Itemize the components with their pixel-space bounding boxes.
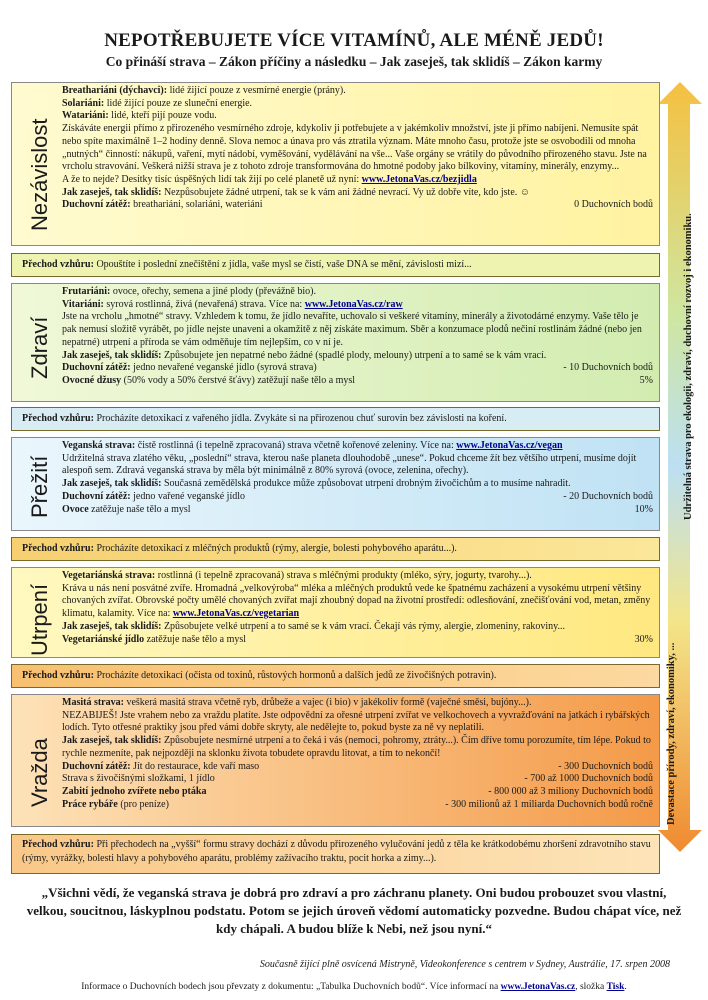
arrow-down-text: Devastace přírody, zdraví, ekonomiky, ... xyxy=(666,642,677,825)
section-content: Frutariáni: ovoce, ořechy, semena a jiné plody (převážně bio). Vitariáni: syrová rostlinná, živá (nevařená) strava. Více na: www.JetonaVas.cz/raw Jste na vrcholu „hmotné“ stravy. Vzhledem k tomu, že jídlo nevaříte, uchovalo si veškeré vitamíny, minerály a životodárné enzymy. Vaše tělo je pak nemusí složitě vyrábět, po jídle nejste unaveni a okamžitě z něj získáte maximum. Sběr a konzumace plodů nečiní rostlinám žádné (nebo jen nepatrné) utrpení a příroda se vám odměňuje tím nejlepším, co v ní je. Jak zaseješ, tak sklidíš: Způsobujete jen nepatrné nebo žádné (spadlé plody, melouny) utrpení a to samé se k vám vrací. Duchovní zátěž: jedno nevařené veganské jídlo (syrová strava) - 10 Duchovních bodů Ovocné džusy (50% vody a 50% čerstvé šťávy) zatěžují naše tělo a mysl 5% xyxy=(62,286,653,386)
section-zdravi xyxy=(11,283,660,402)
section-nezavislost xyxy=(11,82,660,246)
bezjidla-link[interactable]: www.JetonaVas.cz/bezjidla xyxy=(361,173,477,185)
quote-source: Současně žijící plně osvícená Mistryně, Videokonference s centrem v Sydney, Austrálie, 17. srpen 2008 xyxy=(259,959,670,970)
vegan-link[interactable]: www.JetonaVas.cz/vegan xyxy=(456,440,563,451)
section-label: Utrpení xyxy=(27,583,52,656)
section-content: Veganská strava: čistě rostlinná (i tepelně zpracovaná) strava včetně kořenové zeleniny. Více na: www.JetonaVas.cz/vegan Udržitelná strava zlatého věku, „poslední“ strava, kterou naše planeta dlouhodobě „unese“. Pokud chceme žít bez většího utrpení, musíme dojít alespoň sem. Zdravá veganská strava by měla být minimálně z 80% syrová (ovoce, zelenina, ořechy). Jak zaseješ, tak sklidíš: Současná zemědělská produkce může způsobovat utrpení drobným živočichům a to musíme nahradit. Duchovní zátěž: jedno vařené veganské jídlo - 20 Duchovních bodů Ovoce zatěžuje naše tělo a mysl 10% xyxy=(62,440,653,515)
section-label: Zdraví xyxy=(27,316,52,379)
quote: „Všichni vědí, že veganská strava je dobrá pro zdraví a pro záchranu planety. Oni budou probouzet svou vlastní, velkou, soucitnou, láskyplnou podstatu. Potom se jejich úroveň vědomí automaticky pozvedne. Budou chápat více, než kdy chápali. A budou blíže k Nebi, než jsou nyní.“ xyxy=(26,885,682,936)
section-preziti xyxy=(11,437,660,531)
section-vrazda xyxy=(11,694,660,827)
section-content: Vegetariánská strava: rostlinná (i tepelně zpracovaná) strava s mléčnými produkty (mléko, sýry, jogurty, tvarohy...). Kráva u nás není posvátné zvíře. Hromadná „velkovýroba“ mléka a mléčných produktů vede ke špatnému zacházení a vysokému utrpení většiny chovaných zvířat. Obrovské počty umělé chovaných zvířat mají zhoubný dopad na životní prostředí: odlesňování, znečišťování vod, metan, změny klimatu, kalamity. Více na: www.JetonaVas.cz/vegetarian Jak zaseješ, tak sklidíš: Způsobujete velké utrpení a to samé se k vám vrací. Čekají vás rýmy, alergie, zlomeniny, rakoviny... Vegetariánské jídlo zatěžuje naše tělo a mysl 30% xyxy=(62,570,653,645)
section-content: Breathariáni (dýchavci): lidé žijící pouze z vesmírné energie (prány). Solariáni: lidé žijící pouze ze sluneční energie. Watariáni: lidé, kteří pijí pouze vodu. Získáváte energii přímo z přirozeného vesmírného zdroje, kdykoliv ji potřebujete a v jakémkoliv množství, jste ji přímo nabíjeni. Nemusíte spát nebo spíte maximálně 1–2 hodiny denně. Slova nemoc a únava pro vás ztratila význam. Máte mnoho času, protože jste se osvobodili od mnoha „nutných“ činností: nákupů, vaření, mytí nádobí, vyměšování, vydělávání na vše... Vaše orgány se vrátily do původního přirozeného stavu. Jste na vrcholu stravování. Veškerá nižší strava je z tohoto zdroje transformována do hmotné podoby jako bílkoviny, vitamíny, minerály, enzymy... A že to nejde? Desítky tisíc úspěšných lidí tak žijí po celé planetě už nyní: www.JetonaVas.cz/bezjidla Jak zaseješ, tak sklidíš: Nezpůsobujete žádné utrpení, tak se k vám ani žádné nevrací. Vy už dobře víte, kdo jste. ☺ Duchovní zátěž: breathariáni, solariáni, wateriáni 0 Duchovních bodů xyxy=(62,85,653,211)
raw-link[interactable]: www.JetonaVas.cz/raw xyxy=(304,298,403,310)
section-utrpeni xyxy=(11,567,660,658)
side-arrow xyxy=(658,82,702,852)
transition-5: Přechod vzhůru: Při přechodech na „vyšší“ formu stravy dochází z důvodu přirozeného vylučování jedů z těla ke krátkodobému zhoršení zdravotního stavu (rýmy, vyrážky, bolesti hlavy a pohybového aparátu, problémy zažívacího traktu, pocit horka a zimy...). xyxy=(11,834,660,874)
section-content: Masitá strava: veškerá masitá strava včetně ryb, drůbeže a vajec (i bio) v jakékoliv formě (vaječné směsi, bujóny...). NEZABIJEŠ! Jste vrahem nebo za vraždu platíte. Jste odpovědní za ořesné utrpení zvířat ve velkochovech a vyvražďování na jatkách i rybářských lodích. Tyto otřesné praktiky jsou před vámi dobře skryty, ale nedělejte to, pokud byste za ně vy neplatili. Jak zaseješ, tak sklidíš: Způsobujete nesmírné utrpení a to čeká i vás (nemoci, pohromy, ztráty...). Čím dříve tomu porozumíte, tím lépe. Pokud to rychle nezmeníte, pak nejpozději na sklonku života tobudete opravdu litovat, a tím to nekončí! Duchovní zátěž: Jít do restaurace, kde vaří maso - 300 Duchovních bodů Strava s živočišnými složkami, 1 jídlo - 700 až 1000 Duchovních bodů Zabití jednoho zvířete nebo ptáka - 800 000 až 3 miliony Duchovních bodů Práce rybáře (pro peníze) - 300 milionů až 1 miliarda Duchovních bodů ročně xyxy=(62,697,653,810)
transition-3: Přechod vzhůru: Procházíte detoxikací z mléčných produktů (rýmy, alergie, bolesti pohybového aparátu...). xyxy=(11,537,660,561)
section-label: Nezávislost xyxy=(27,118,52,231)
transition-2: Přechod vzhůru: Procházíte detoxikací z vařeného jídla. Zvykáte si na přirozenou chuť surovin bez závislosti na koření. xyxy=(11,407,660,431)
section-label: Vražda xyxy=(27,738,52,807)
vegetarian-link[interactable]: www.JetonaVas.cz/vegetarian xyxy=(172,608,300,620)
footer: Informace o Duchovních bodech jsou převzaty z dokumentu: „Tabulka Duchovních bodů“. Více informací na www.JetonaVas.cz, složka Tisk. xyxy=(81,982,627,992)
footer-tisk-link[interactable]: Tisk xyxy=(606,982,625,992)
transition-4: Přechod vzhůru: Procházíte detoxikací (očista od toxinů, růstových hormonů a dalších jedů ze živočišných potravin). xyxy=(11,664,660,688)
page-subtitle: Co přináší strava – Zákon příčiny a následku – Jak zaseješ, tak sklidíš – Zákon karmy xyxy=(105,54,603,69)
footer-link[interactable]: www.JetonaVas.cz xyxy=(500,982,576,992)
section-label: Přežití xyxy=(27,455,52,518)
page-title: NEPOTŘEBUJETE VÍCE VITAMÍNŮ, ALE MÉNĚ JEDŮ! xyxy=(104,30,604,51)
transition-1: Přechod vzhůru: Opouštíte i poslední znečištění z jídla, vaše mysl se čistí, vaše DNA se mění, závislosti mizí... xyxy=(11,253,660,277)
arrow-up-text: Udržitelná strava pro ekologii, zdraví, duchovní rozvoj i ekonomiku. xyxy=(683,213,694,520)
